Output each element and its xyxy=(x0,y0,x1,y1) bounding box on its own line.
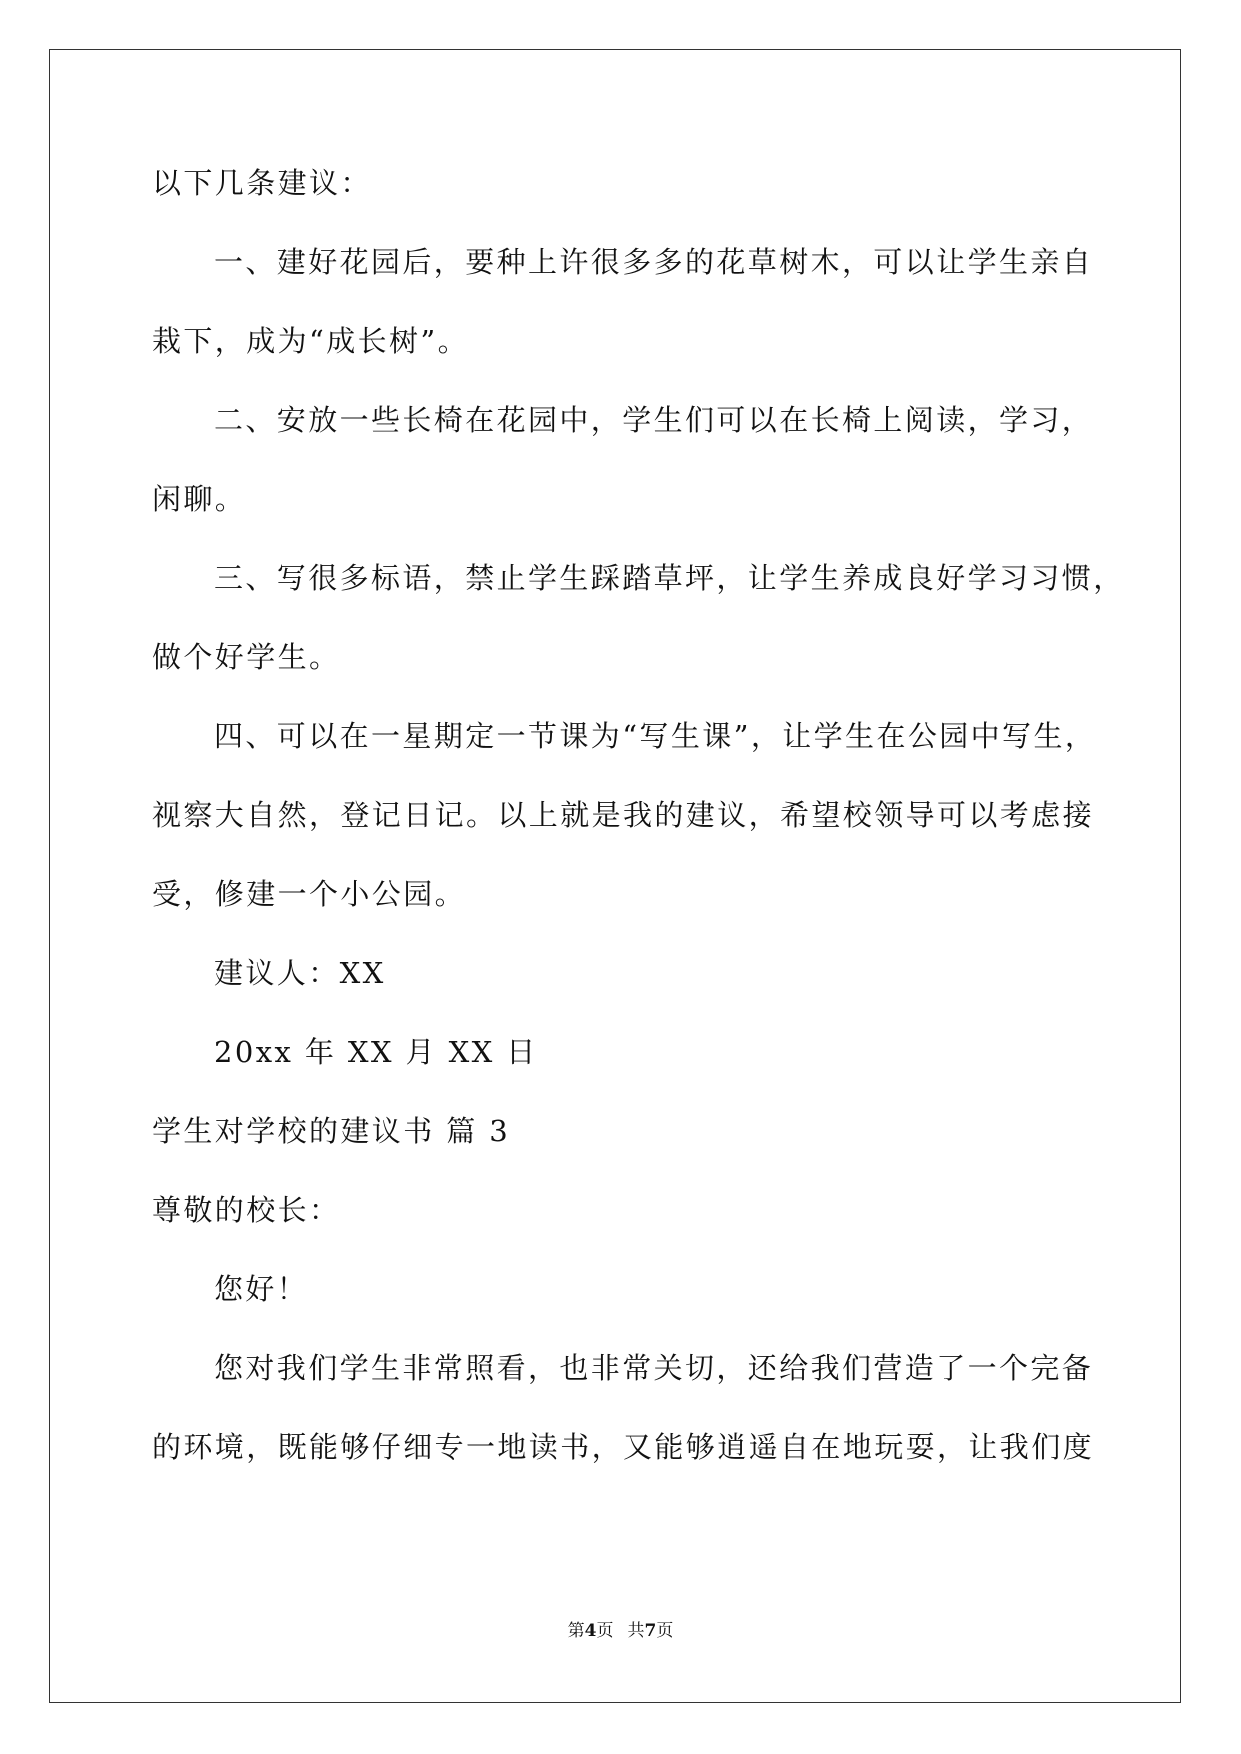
total-pages: 7 xyxy=(644,1621,657,1641)
page-suffix: 页 xyxy=(596,1621,614,1641)
paragraph-line: 栽下，成为“成长树”。 xyxy=(152,324,470,358)
paragraph-line: 闲聊。 xyxy=(152,482,247,516)
paragraph-line: 二、安放一些长椅在花园中，学生们可以在长椅上阅读，学习， xyxy=(214,403,1094,437)
paragraph-line: 的环境，既能够仔细专一地读书，又能够逍遥自在地玩耍，让我们度 xyxy=(152,1430,1095,1464)
salutation-line: 尊敬的校长： xyxy=(152,1193,341,1227)
signature-line: 建议人：XX xyxy=(214,956,386,990)
total-prefix: 共 xyxy=(627,1621,645,1641)
date-line: 20xx 年 XX 月 XX 日 xyxy=(214,1035,538,1069)
paragraph-line: 做个好学生。 xyxy=(152,640,341,674)
paragraph-line: 四、可以在一星期定一节课为“写生课”，让学生在公园中写生， xyxy=(214,719,1097,753)
section-heading: 学生对学校的建议书 篇 3 xyxy=(152,1114,511,1148)
greeting-line: 您好！ xyxy=(214,1272,309,1306)
paragraph-line: 以下几条建议： xyxy=(152,166,372,200)
paragraph-line: 您对我们学生非常照看，也非常关切，还给我们营造了一个完备 xyxy=(214,1351,1094,1385)
page-prefix: 第 xyxy=(567,1621,585,1641)
page-number: 4 xyxy=(584,1621,597,1641)
paragraph-line: 三、写很多标语，禁止学生踩踏草坪，让学生养成良好学习习惯， xyxy=(214,561,1125,595)
page-footer xyxy=(0,1620,1241,1642)
total-suffix: 页 xyxy=(656,1621,674,1641)
paragraph-line: 一、建好花园后，要种上许很多多的花草树木，可以让学生亲自 xyxy=(214,245,1094,279)
paragraph-line: 受，修建一个小公园。 xyxy=(152,877,467,911)
paragraph-line: 视察大自然，登记日记。以上就是我的建议，希望校领导可以考虑接 xyxy=(152,798,1095,832)
